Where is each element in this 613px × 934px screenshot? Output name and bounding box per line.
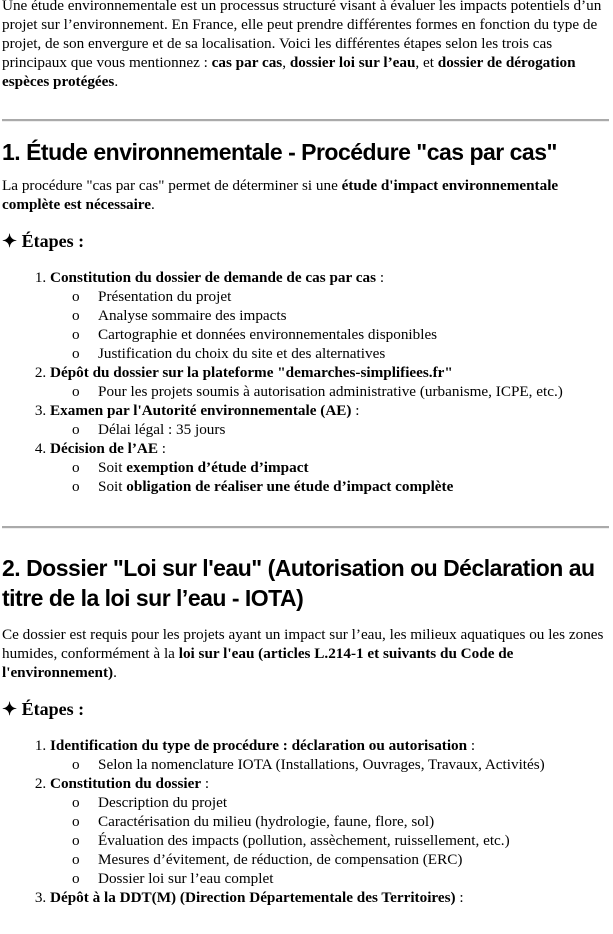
list-item: o Évaluation des impacts (pollution, assèchement, ruissellement, etc.) xyxy=(98,831,609,850)
section-2-desc-end: . xyxy=(113,664,117,681)
item-bold: obligation de réaliser une étude d’impact complète xyxy=(126,478,454,495)
list-item: o Délai légal : 35 jours xyxy=(98,420,609,439)
intro-case-2: dossier loi sur l’eau xyxy=(289,54,416,71)
section-1-title: 1. Étude environnementale - Procédure "cas par cas" xyxy=(2,139,557,165)
step-sublist xyxy=(50,458,609,496)
section-1-steps-list xyxy=(2,268,609,496)
step-sublist xyxy=(50,793,609,888)
section-2-desc-lead: Ce dossier est requis pour les projets ayant un impact sur l’eau, les milieux aquatiques ou les zones humides, conformément à la xyxy=(2,626,604,662)
step-title: Examen par l'Autorité environnementale (AE) xyxy=(50,402,352,419)
list-item xyxy=(98,477,609,496)
step-sublist xyxy=(50,382,609,401)
list-item xyxy=(98,458,609,477)
step-title: Constitution du dossier de demande de cas par cas xyxy=(50,269,377,286)
step-title: Constitution du dossier xyxy=(50,775,202,792)
step-suffix: : xyxy=(376,269,385,286)
step-title: Décision de l’AE xyxy=(50,440,158,457)
section-2-description xyxy=(2,625,609,682)
section-1-steps-heading: ✦ Étapes : xyxy=(2,231,85,251)
section-2-step xyxy=(50,774,609,888)
section-1-desc-bold: étude d'impact environnementale complète est nécessaire xyxy=(2,177,559,213)
item-prefix: Soit xyxy=(98,478,127,495)
step-title: Identification du type de procédure : déclaration ou autorisation xyxy=(50,737,468,754)
step-sublist xyxy=(50,287,609,363)
intro-lead: Une étude environnementale est un processus structuré visant à évaluer les impacts potentiels d’un projet sur l’environnement. En France, elle peut prendre différentes formes en fonction du type de projet, de son envergure et de sa localisation. Voici les différentes étapes selon les trois cas principaux que vous mentionnez : xyxy=(2,0,602,71)
intro-case-3: dossier de dérogation espèces protégées xyxy=(2,54,576,90)
item-prefix: Soit xyxy=(98,459,127,476)
section-1-step xyxy=(50,439,609,496)
section-2-steps-heading: ✦ Étapes : xyxy=(2,699,85,719)
list-item: o Présentation du projet xyxy=(98,287,609,306)
step-sublist xyxy=(50,755,609,774)
step-suffix: : xyxy=(467,737,476,754)
list-item: o Description du projet xyxy=(98,793,609,812)
list-item: o Dossier loi sur l’eau complet xyxy=(98,869,609,888)
list-item: o Analyse sommaire des impacts xyxy=(98,306,609,325)
section-1-step xyxy=(50,363,609,401)
item-bold: exemption d’étude d’impact xyxy=(126,459,309,476)
intro-case-1: cas par cas xyxy=(211,54,283,71)
step-suffix: : xyxy=(351,402,360,419)
section-1-desc-lead: La procédure "cas par cas" permet de déterminer si une xyxy=(2,177,342,194)
step-title: Dépôt du dossier sur la plateforme "demarches-simplifiees.fr" xyxy=(50,364,453,381)
intro-end: . xyxy=(114,73,119,90)
list-item: o Mesures d’évitement, de réduction, de compensation (ERC) xyxy=(98,850,609,869)
step-suffix: : xyxy=(455,889,464,906)
list-item: o Pour les projets soumis à autorisation administrative (urbanisme, ICPE, etc.) xyxy=(98,382,609,401)
section-2-step xyxy=(50,888,609,907)
list-item: o Selon la nomenclature IOTA (Installations, Ouvrages, Travaux, Activités) xyxy=(98,755,609,774)
section-2-steps-list xyxy=(2,736,609,907)
section-2-title: 2. Dossier "Loi sur l'eau" (Autorisation ou Déclaration au titre de la loi sur l’eau - IOTA) xyxy=(2,555,595,611)
list-item: o Cartographie et données environnementales disponibles xyxy=(98,325,609,344)
section-1-step xyxy=(50,268,609,363)
step-sublist xyxy=(50,420,609,439)
section-1-step xyxy=(50,401,609,439)
step-suffix: : xyxy=(201,775,210,792)
section-2-desc-bold: loi sur l'eau (articles L.214-1 et suivants du Code de l'environnement) xyxy=(2,645,514,681)
section-2-step xyxy=(50,736,609,774)
intro-paragraph xyxy=(2,0,609,91)
step-suffix: : xyxy=(158,440,167,457)
section-1-description xyxy=(2,176,609,214)
list-item: o Justification du choix du site et des alternatives xyxy=(98,344,609,363)
intro-sep-1: , xyxy=(282,54,290,71)
intro-sep-2: , et xyxy=(415,54,438,71)
step-title: Dépôt à la DDT(M) (Direction Départementale des Territoires) xyxy=(50,889,456,906)
section-1-desc-end: . xyxy=(151,196,155,213)
list-item: o Caractérisation du milieu (hydrologie, faune, flore, sol) xyxy=(98,812,609,831)
